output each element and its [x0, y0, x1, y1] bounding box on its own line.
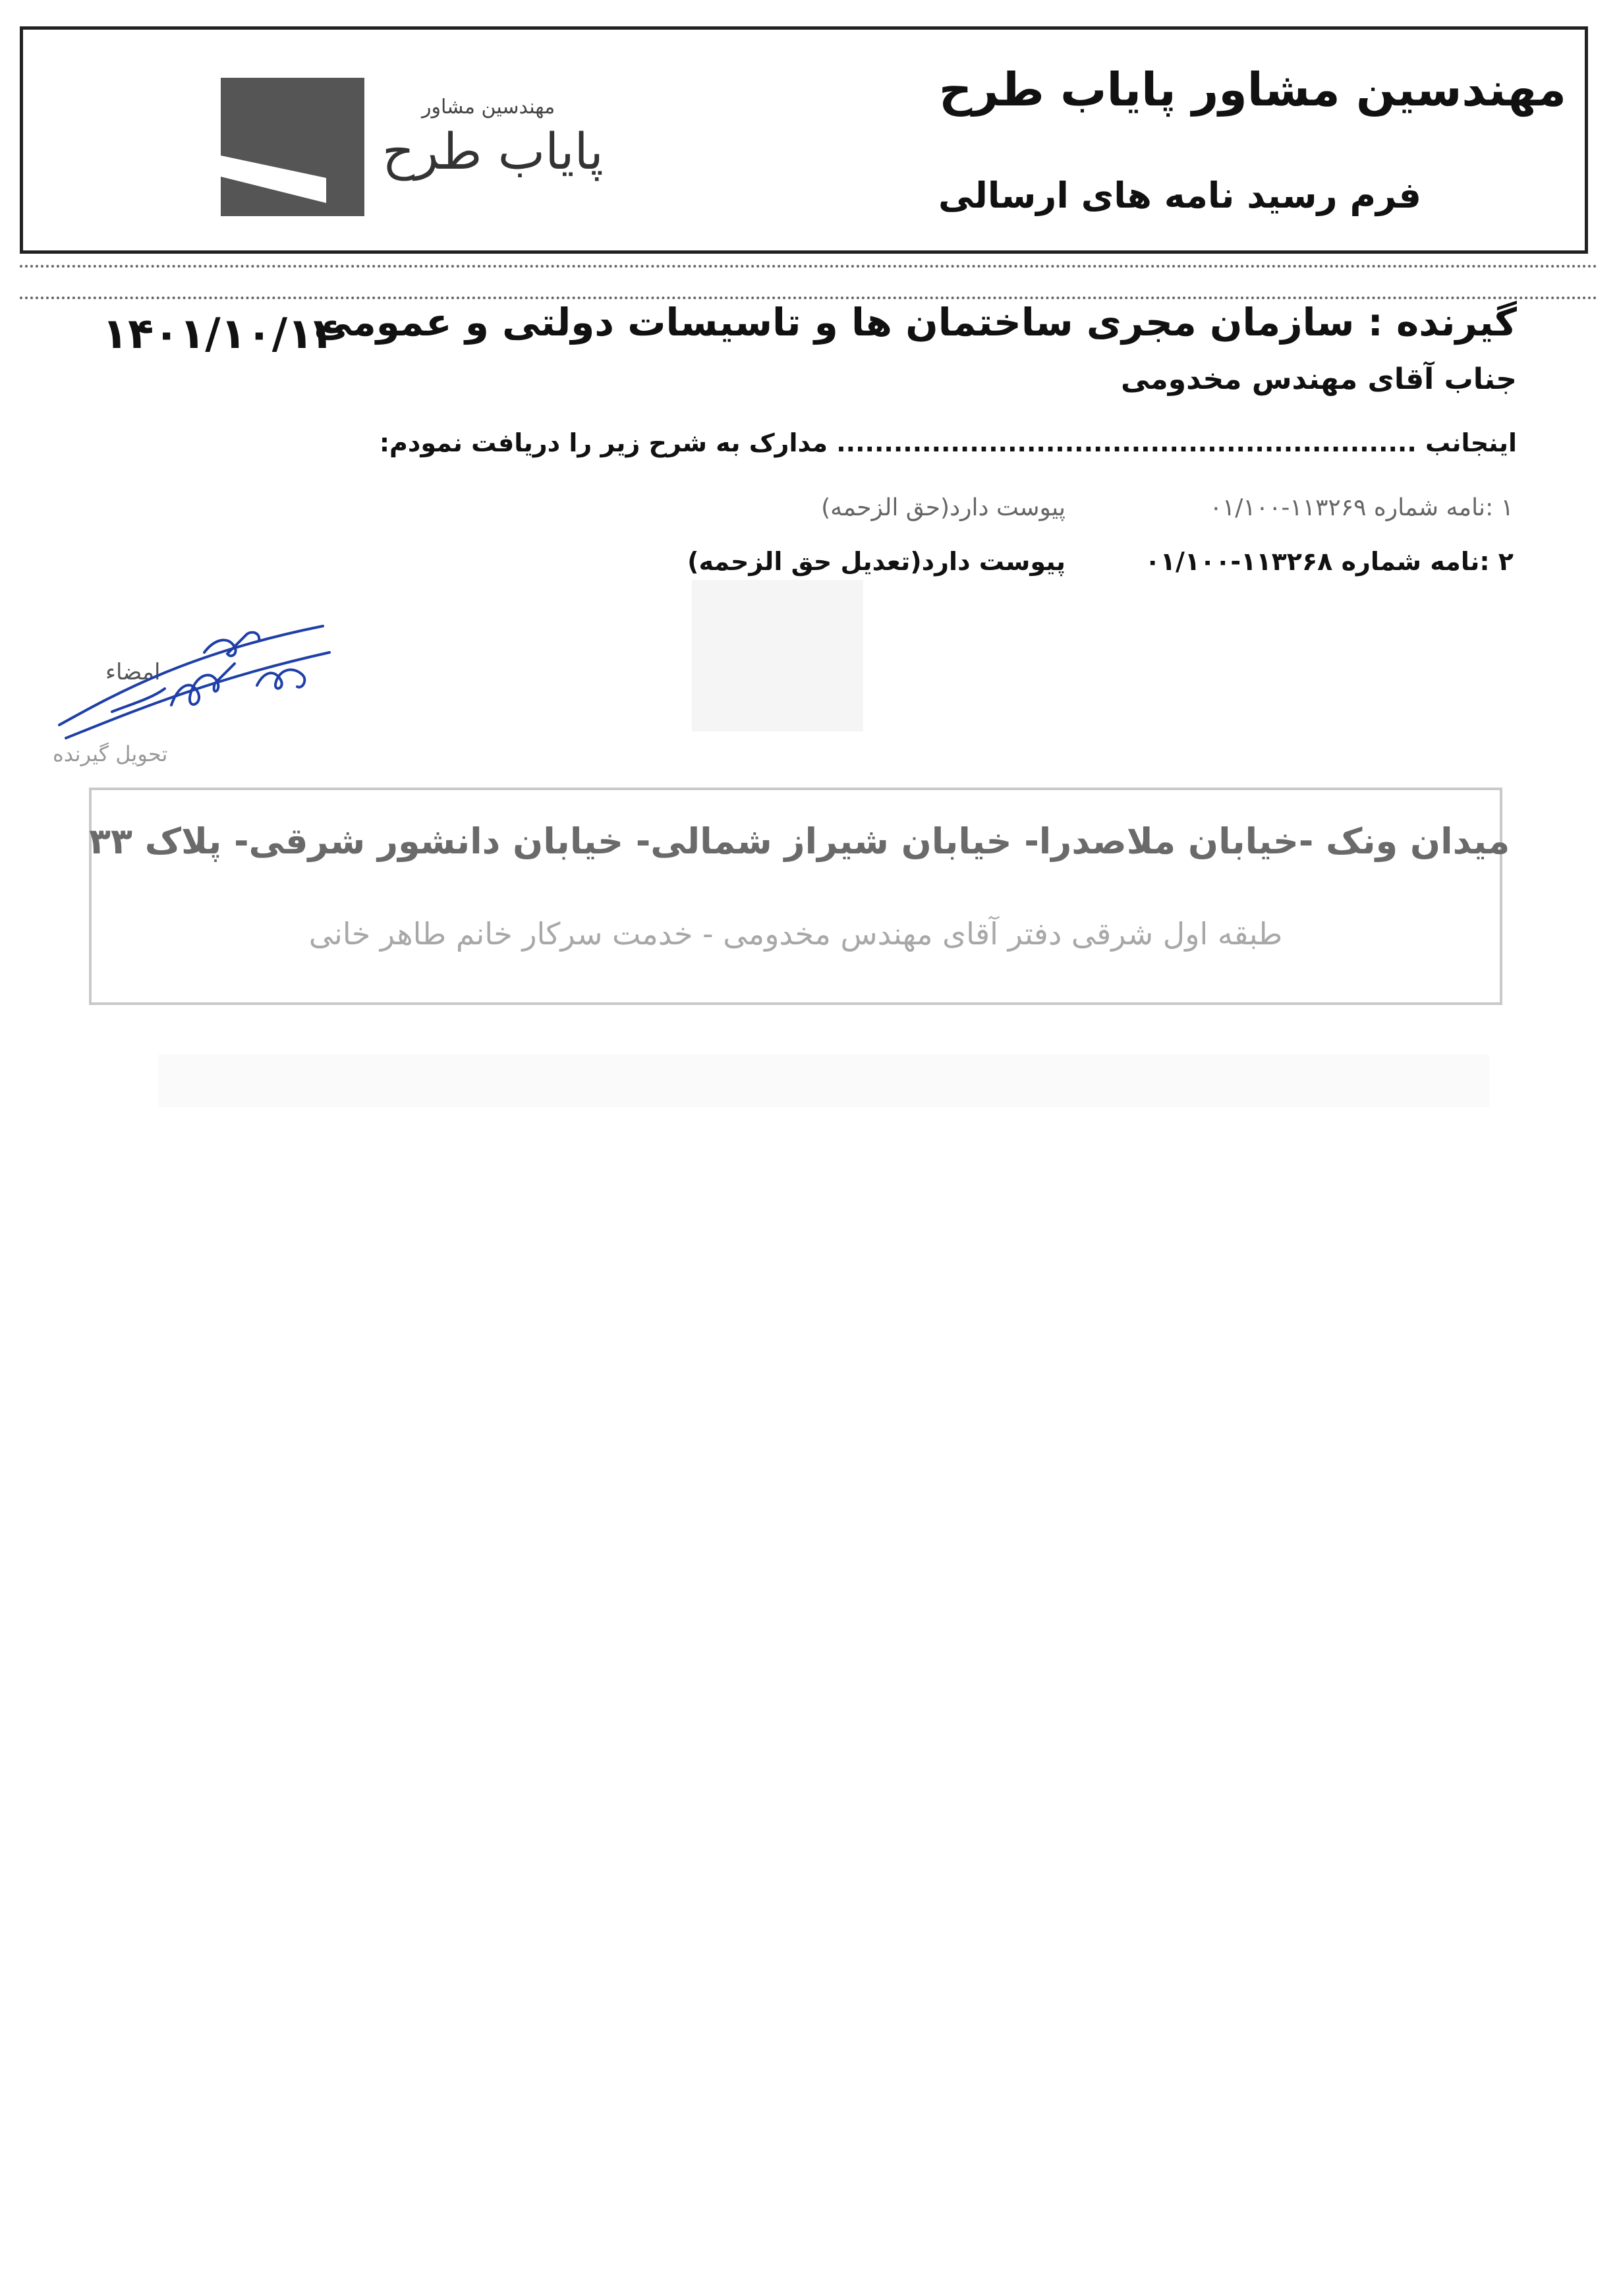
logo-subtitle: مهندسین مشاور	[422, 96, 555, 119]
company-logo-icon	[221, 78, 364, 216]
recipient-line: گیرنده : سازمان مجری ساختمان ها و تاسیسات دولتی و عمومی	[314, 300, 1517, 345]
company-name: مهندسین مشاور پایاب طرح	[938, 63, 1566, 117]
sign-label: امضاء	[105, 659, 161, 685]
logo-title: پایاب طرح	[382, 122, 604, 181]
separator-bottom	[20, 297, 1598, 299]
form-title: فرم رسید نامه های ارسالی	[938, 175, 1421, 216]
addressee-line: جناب آقای مهندس مخدومی	[1121, 362, 1517, 396]
letter-item-number: ۱ :نامه شماره ۱۱۳۲۶۹-۰۱/۱۰۰	[1209, 494, 1514, 521]
address-line-2-text: طبقه اول شرقی دفتر آقای مهندس مخدومی - خدمت سرکار خانم طاهر خانی	[308, 916, 1283, 952]
address-line-1-text: میدان ونک -خیابان ملاصدرا- خیابان شیراز شمالی- خیابان دانشور شرقی- پلاک ۳۳	[89, 820, 1510, 862]
letter-item-attachment: پیوست دارد(حق الزحمه)	[821, 494, 1065, 521]
receiver-label: تحویل گیرنده	[53, 741, 168, 766]
address-line-2	[89, 916, 1502, 952]
scan-smudge	[158, 1054, 1489, 1107]
letter-item-attachment: پیوست دارد(تعدیل حق الزحمه)	[687, 547, 1065, 576]
separator-top	[20, 265, 1598, 268]
handwritten-signature	[40, 613, 343, 764]
address-line-1	[89, 820, 1510, 862]
letter-item-number: ۲ :نامه شماره ۱۱۳۲۶۸-۰۱/۱۰۰	[1145, 547, 1514, 576]
intro-line: اینجانب ............................................................. مدارک به شرح زیر را دریافت نمودم:	[379, 428, 1517, 457]
letter-date: ۱۴۰۱/۱۰/۱۴	[102, 310, 339, 359]
scan-smudge	[692, 580, 863, 732]
